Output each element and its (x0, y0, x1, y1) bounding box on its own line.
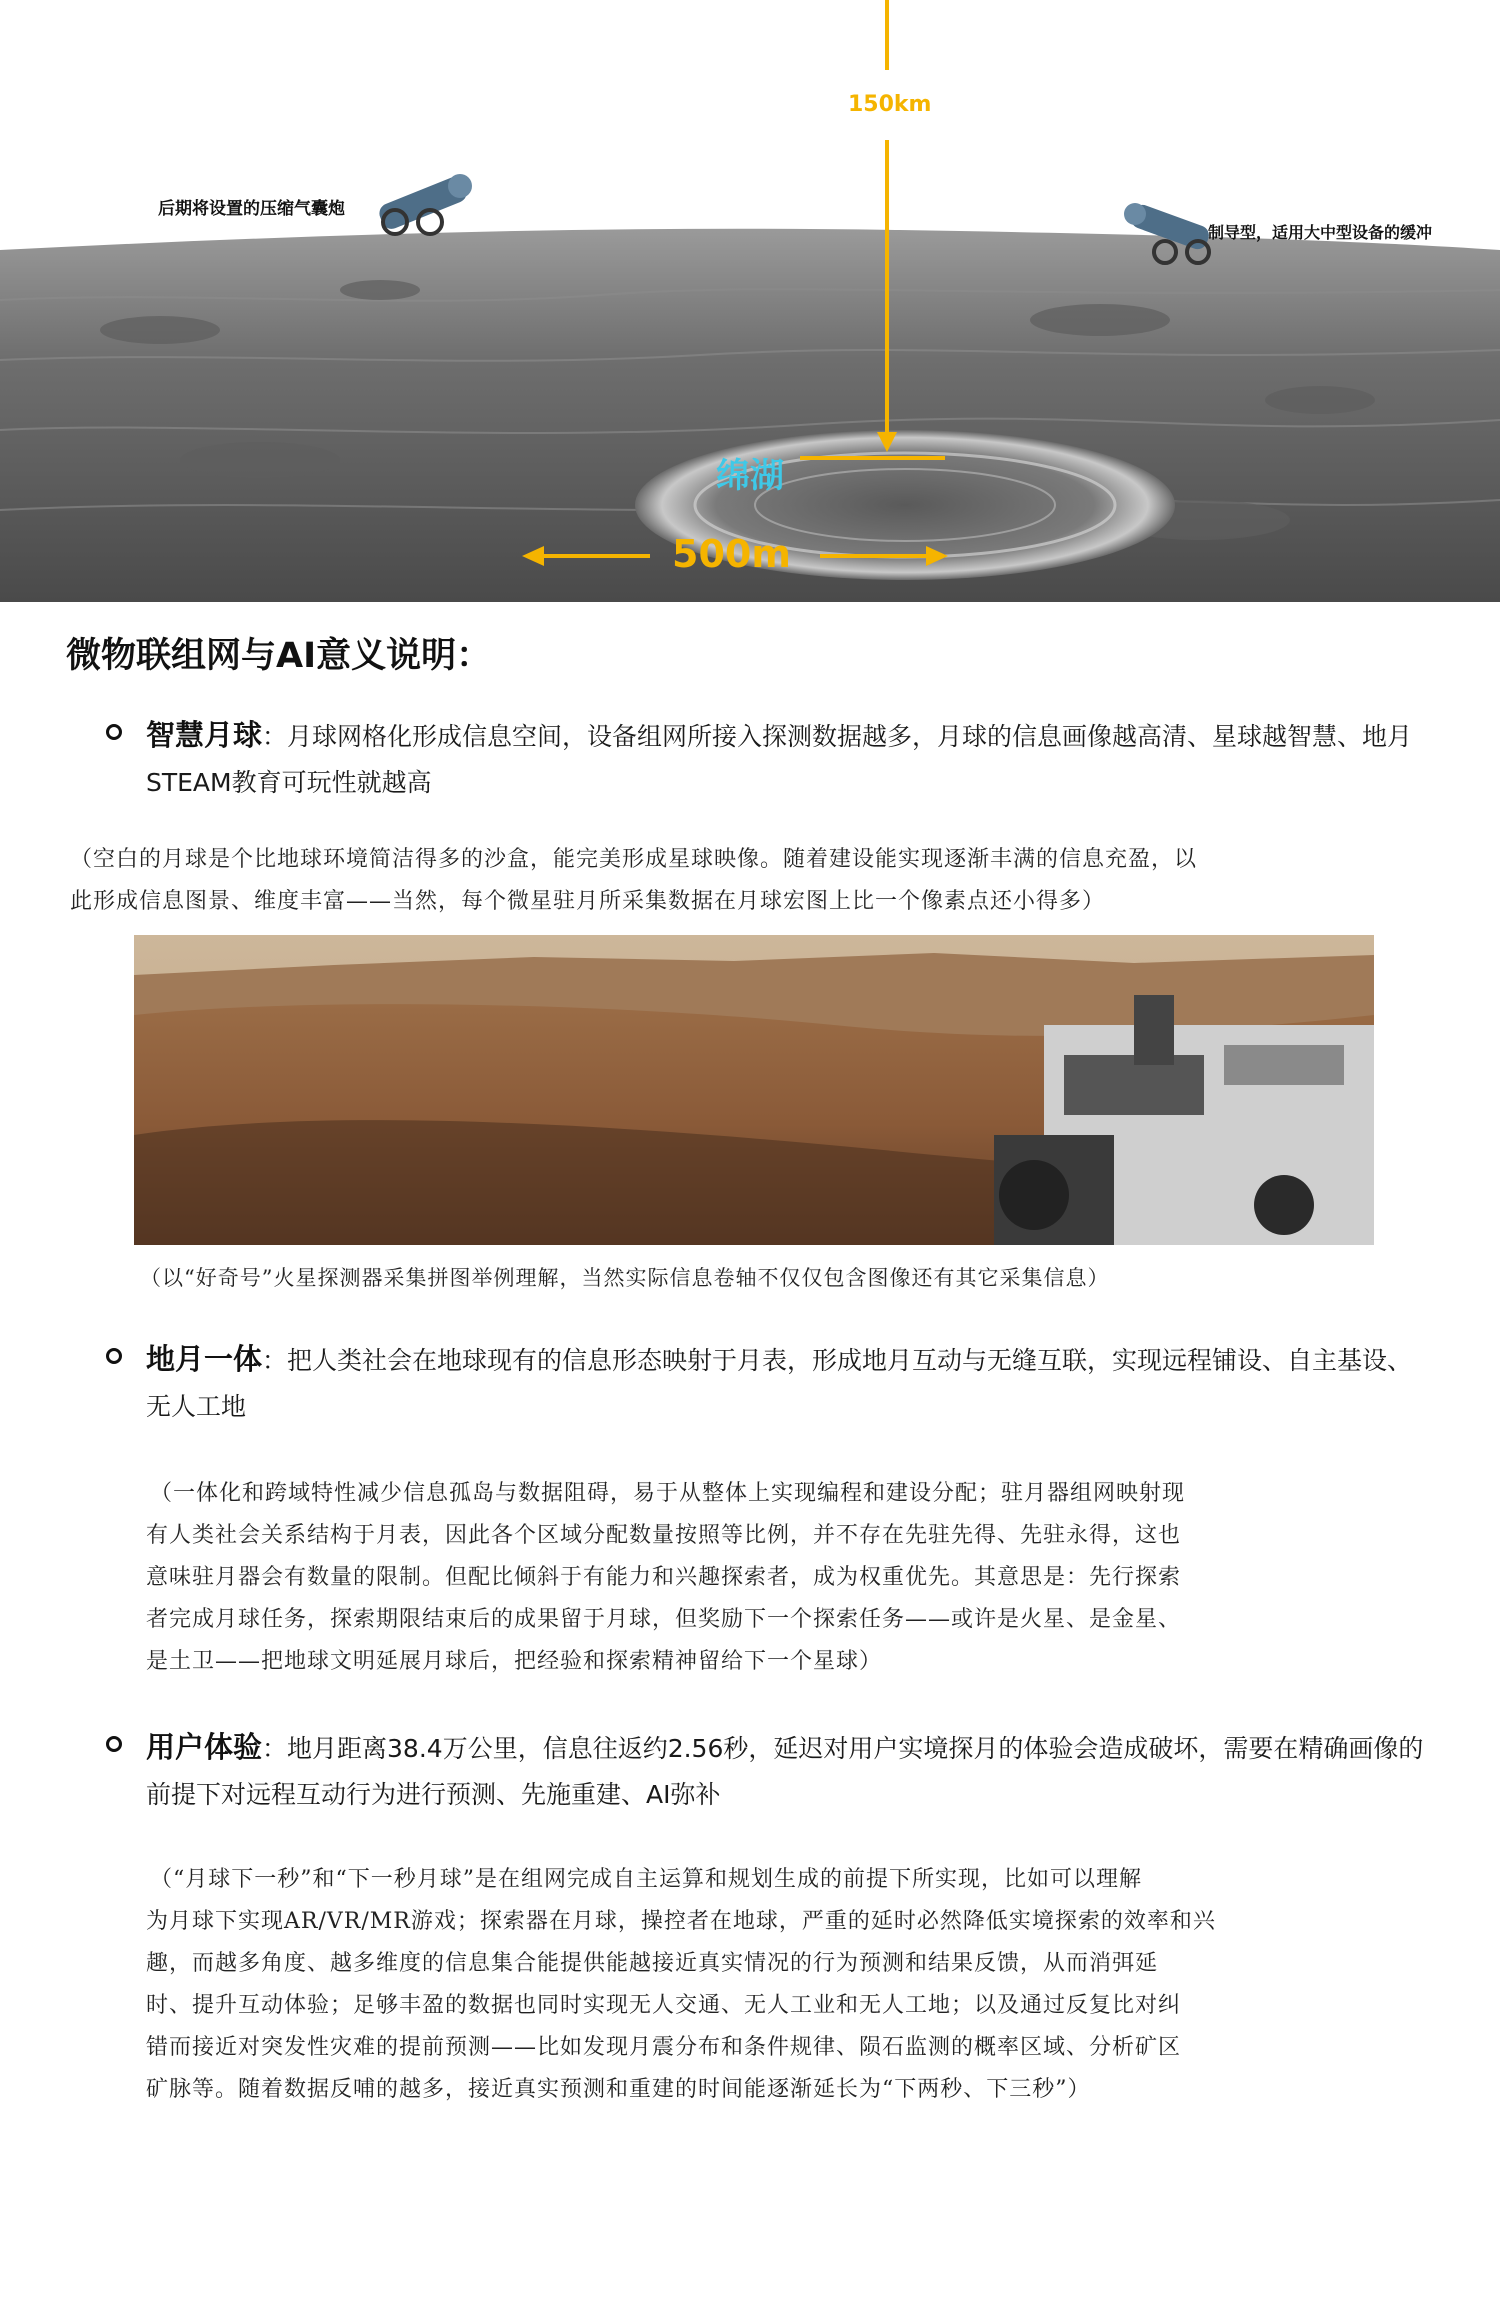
rover-icon (994, 995, 1374, 1245)
bullet-text: 把人类社会在地球现有的信息形态映射于月表，形成地月互动与无缝互联，实现远程铺设、自主基设、无人工地 (146, 1346, 1413, 1421)
moon-note-line-1: （空白的月球是个比地球环境简洁得多的沙盒，能完美形成星球映像。随着建设能实现逐渐丰满的信息充盈，以 (70, 847, 1198, 872)
lake-label: 绵湖 (716, 456, 784, 496)
bullet-user-experience (106, 1724, 1436, 1818)
experience-note-line: 错而接近对突发性灾难的提前预测——比如发现月震分布和条件规律、陨石监测的概率区域、分析矿区 (146, 2035, 1182, 2060)
cannon-left-label: 后期将设置的压缩气囊炮 (158, 199, 345, 219)
moon-note-line-2: 此形成信息图景、维度丰富——当然，每个微星驻月所采集数据在月球宏图上比一个像素点还小得多） (70, 889, 1106, 914)
experience-note-line: 矿脉等。随着数据反哺的越多，接近真实预测和重建的时间能逐渐延长为“下两秒、下三秒”） (146, 2077, 1091, 2102)
bullet-term: 智慧月球 (146, 718, 263, 752)
section-title: 微物联组网与AI意义说明： (66, 636, 492, 676)
bullet-term: 地月一体 (146, 1342, 263, 1376)
photo-caption: （以“好奇号”火星探测器采集拼图举例理解，当然实际信息卷轴不仅仅包含图像还有其它采集信息） (140, 1266, 1110, 1290)
unity-note-line: （一体化和跨域特性减少信息孤岛与数据阻碍，易于从整体上实现编程和建设分配；驻月器组网映射现 (150, 1481, 1186, 1506)
unity-note-line: 意味驻月器会有数量的限制。但配比倾斜于有能力和兴趣探索者，成为权重优先。其意思是：先行探索 (146, 1565, 1182, 1590)
bullet-separator: ： (262, 722, 288, 751)
unity-note-line: 有人类社会关系结构于月表，因此各个区域分配数量按照等比例，并不存在先驻先得、先驻永得，这也 (146, 1523, 1182, 1548)
bullet-earth-moon-unity (106, 1336, 1436, 1430)
experience-note-line: 为月球下实现AR/VR/MR游戏；探索器在月球，操控者在地球，严重的延时必然降低实境探索的效率和兴 (146, 1909, 1216, 1934)
unity-note-line: 是土卫——把地球文明延展月球后，把经验和探索精神留给下一个星球） (146, 1649, 883, 1674)
experience-note-line: （“月球下一秒”和“下一秒月球”是在组网完成自主运算和规划生成的前提下所实现，比如可以理解 (150, 1867, 1142, 1892)
bullet-term: 用户体验 (146, 1730, 263, 1764)
bullet-separator: ： (262, 1734, 288, 1763)
bullet-text: 地月距离38.4万公里，信息往返约2.56秒，延迟对用户实境探月的体验会造成破坏，需要在精确画像的前提下对远程互动行为进行预测、先施重建、AI弥补 (146, 1734, 1424, 1809)
mars-panorama-photo (134, 935, 1374, 1245)
bullet-circle-icon (106, 1348, 122, 1364)
bullet-text: 月球网格化形成信息空间，设备组网所接入探测数据越多，月球的信息画像越高清、星球越智慧、地月STEAM教育可玩性就越高 (146, 722, 1413, 797)
unity-note-line: 者完成月球任务，探索期限结束后的成果留于月球，但奖励下一个探索任务——或许是火星、是金星、 (146, 1607, 1182, 1632)
bullet-circle-icon (106, 1736, 122, 1752)
cannon-right-label: 制导型，适用大中型设备的缓冲 (1208, 223, 1433, 242)
moon-surface-image (0, 0, 1500, 602)
width-label: 500m (672, 532, 791, 576)
bullet-circle-icon (106, 724, 122, 740)
experience-note-line: 趣，而越多角度、越多维度的信息集合能提供能越接近真实情况的行为预测和结果反馈，从而消弭延 (146, 1951, 1159, 1976)
bullet-smart-moon (106, 712, 1436, 806)
height-label: 150km (848, 92, 932, 117)
bullet-separator: ： (262, 1346, 288, 1375)
experience-note-line: 时、提升互动体验；足够丰盈的数据也同时实现无人交通、无人工业和无人工地；以及通过反复比对纠 (146, 1993, 1182, 2018)
